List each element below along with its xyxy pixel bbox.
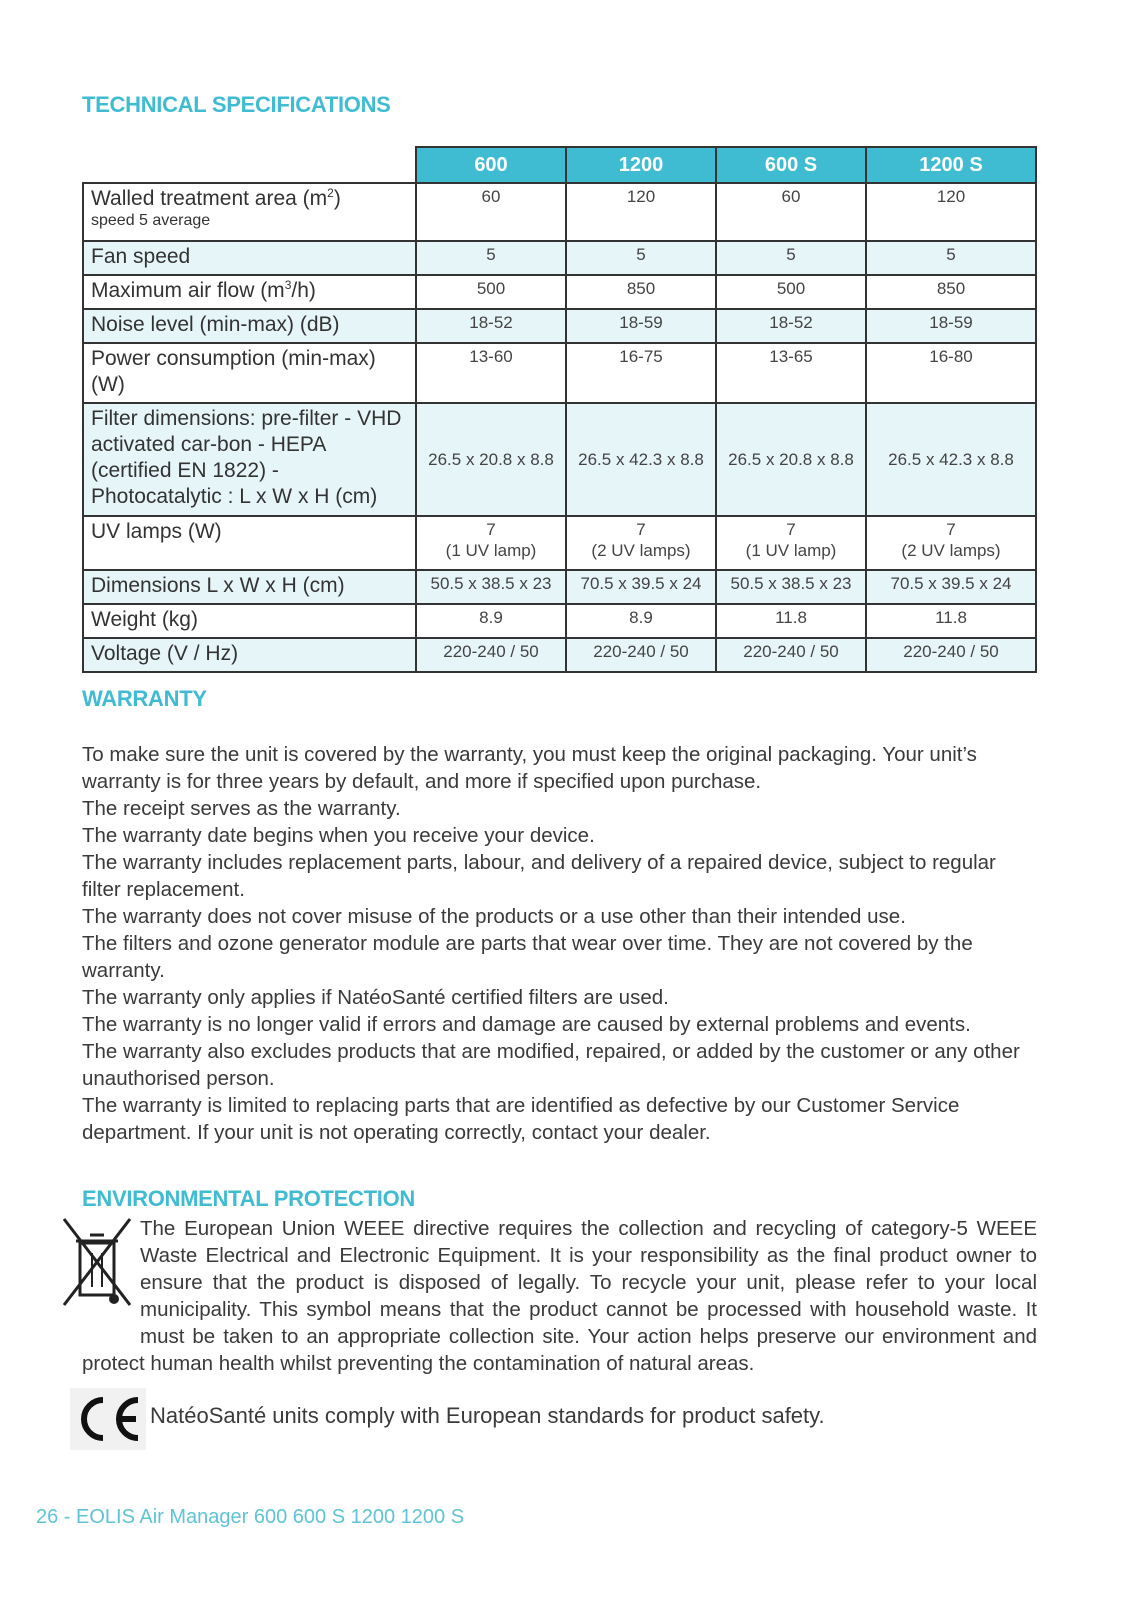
spec-value: 7 (1 UV lamp) [716, 516, 866, 570]
spec-value: 850 [566, 275, 716, 309]
warranty-line: The warranty includes replacement parts, labour, and delivery of a repaired device, subject to regular filter replacement. [82, 851, 996, 901]
model-header: 1200 [566, 147, 716, 183]
ce-compliance [70, 1388, 1050, 1450]
page-footer: 26 - EOLIS Air Manager 600 600 S 1200 1200 S [36, 1506, 465, 1528]
spec-note: (1 UV lamp) [445, 541, 537, 560]
spec-value: 50.5 x 38.5 x 23 [716, 570, 866, 604]
spec-value: 70.5 x 39.5 x 24 [866, 570, 1036, 604]
spec-note: (2 UV lamps) [901, 541, 1001, 560]
environment-heading: ENVIRONMENTAL PROTECTION [82, 1186, 415, 1211]
spec-value: 18-59 [566, 309, 716, 343]
spec-header-row [83, 147, 1036, 183]
environment-paragraph: The European Union WEEE directive requires the collection and recycling of category-5 WEEE Waste Electrical and Electronic Equipment. It is your responsibility as the final product owner to ensure that the product is disposed of legally. To recycle your unit, please refer to your local municipality. This symbol means that the product cannot be processed with household waste. It must be taken to an appropriate collection site. Your action helps preserve our environment and protect human health whilst preventing the contamination of natural areas. [82, 1217, 1037, 1375]
spec-value: 7 (2 UV lamps) [866, 516, 1036, 570]
warranty-line: The filters and ozone generator module are parts that wear over time. They are not covered by the warranty. [82, 932, 973, 982]
spec-label: Voltage (V / Hz) [83, 638, 416, 672]
spec-sublabel: speed 5 average [91, 212, 211, 229]
spec-value: 16-75 [566, 343, 716, 403]
spec-value: 8.9 [566, 604, 716, 638]
spec-value: 18-59 [866, 309, 1036, 343]
warranty-line: The warranty is limited to replacing parts that are identified as defective by our Customer Service department. If your unit is not operating correctly, contact your dealer. [82, 1094, 960, 1144]
spec-value: 500 [716, 275, 866, 309]
warranty-text [82, 741, 1037, 1146]
environment-text [82, 1215, 1037, 1377]
warranty-line: To make sure the unit is covered by the warranty, you must keep the original packaging. Your unit’s warranty is for three years by default, and more if specified upon purchase. [82, 743, 977, 793]
warranty-line: The warranty only applies if NatéoSanté certified filters are used. [82, 986, 669, 1009]
spec-value: 220-240 / 50 [416, 638, 566, 672]
spec-row-voltage [83, 638, 1036, 672]
spec-value: 5 [866, 241, 1036, 275]
spec-label: Weight (kg) [83, 604, 416, 638]
spec-row-power [83, 343, 1036, 403]
spec-row-weight [83, 604, 1036, 638]
warranty-line: The receipt serves as the warranty. [82, 797, 401, 820]
spec-value: 11.8 [866, 604, 1036, 638]
spec-value: 18-52 [716, 309, 866, 343]
spec-value: 120 [566, 183, 716, 241]
ce-statement: NatéoSanté units comply with European standards for product safety. [150, 1403, 825, 1428]
model-header: 600 [416, 147, 566, 183]
spec-value: 5 [716, 241, 866, 275]
spec-value: 18-52 [416, 309, 566, 343]
spec-table [82, 146, 1037, 673]
warranty-line: The warranty does not cover misuse of the products or a use other than their intended use. [82, 905, 906, 928]
spec-value: 120 [866, 183, 1036, 241]
spec-value: 220-240 / 50 [566, 638, 716, 672]
model-header: 600 S [716, 147, 866, 183]
spec-value: 7 (1 UV lamp) [416, 516, 566, 570]
warranty-line: The warranty also excludes products that are modified, repaired, or added by the customer or any other unauthorised person. [82, 1040, 1020, 1090]
spec-label: Walled treatment area $(m^2)$ speed 5 average [83, 183, 416, 241]
spec-value: 26.5 x 20.8 x 8.8 [416, 403, 566, 516]
spec-row-noise-level [83, 309, 1036, 343]
spec-row-fan-speed [83, 241, 1036, 275]
spec-value: 7 (2 UV lamps) [566, 516, 716, 570]
spec-row-air-flow [83, 275, 1036, 309]
spec-row-treatment-area [83, 183, 1036, 241]
spec-label: Noise level (min-max) (dB) [83, 309, 416, 343]
spec-row-uv-lamps [83, 516, 1036, 570]
spec-label: Filter dimensions: pre-filter - VHD activated car-bon - HEPA (certified EN 1822) - Photocatalytic : L x W x H (cm) [83, 403, 416, 516]
spec-label: UV lamps (W) [83, 516, 416, 570]
spec-value: 26.5 x 42.3 x 8.8 [866, 403, 1036, 516]
warranty-heading: WARRANTY [82, 686, 207, 711]
spec-value: 60 [416, 183, 566, 241]
model-header: 1200 S [866, 147, 1036, 183]
spec-value: 11.8 [716, 604, 866, 638]
spec-label: Dimensions L x W x H (cm) [83, 570, 416, 604]
spec-value: 70.5 x 39.5 x 24 [566, 570, 716, 604]
spec-note: (1 UV lamp) [745, 541, 837, 560]
spec-value: 5 [566, 241, 716, 275]
spec-label: Fan speed [83, 241, 416, 275]
spec-value: 500 [416, 275, 566, 309]
spec-label: Power consumption (min-max) (W) [83, 343, 416, 403]
spec-value: 13-65 [716, 343, 866, 403]
spec-label: Maximum air flow $(m^3/h)$ [83, 275, 416, 309]
spec-value: 26.5 x 42.3 x 8.8 [566, 403, 716, 516]
spec-value: 26.5 x 20.8 x 8.8 [716, 403, 866, 516]
spec-value: 8.9 [416, 604, 566, 638]
spec-value: 5 [416, 241, 566, 275]
spec-row-dimensions [83, 570, 1036, 604]
spec-header-blank [83, 147, 416, 183]
warranty-line: The warranty date begins when you receive your device. [82, 824, 595, 847]
spec-value: 16-80 [866, 343, 1036, 403]
spec-value: 60 [716, 183, 866, 241]
spec-value: 850 [866, 275, 1036, 309]
tech-specs-heading: TECHNICAL SPECIFICATIONS [82, 92, 391, 117]
spec-row-filter-dimensions [83, 403, 1036, 516]
spec-value: 220-240 / 50 [716, 638, 866, 672]
crossed-out-wheelie-bin-icon [62, 1217, 132, 1325]
ce-mark-icon [70, 1388, 146, 1450]
spec-note: (2 UV lamps) [591, 541, 691, 560]
spec-value: 13-60 [416, 343, 566, 403]
spec-value: 50.5 x 38.5 x 23 [416, 570, 566, 604]
spec-value: 220-240 / 50 [866, 638, 1036, 672]
warranty-line: The warranty is no longer valid if errors and damage are caused by external problems and events. [82, 1013, 971, 1036]
